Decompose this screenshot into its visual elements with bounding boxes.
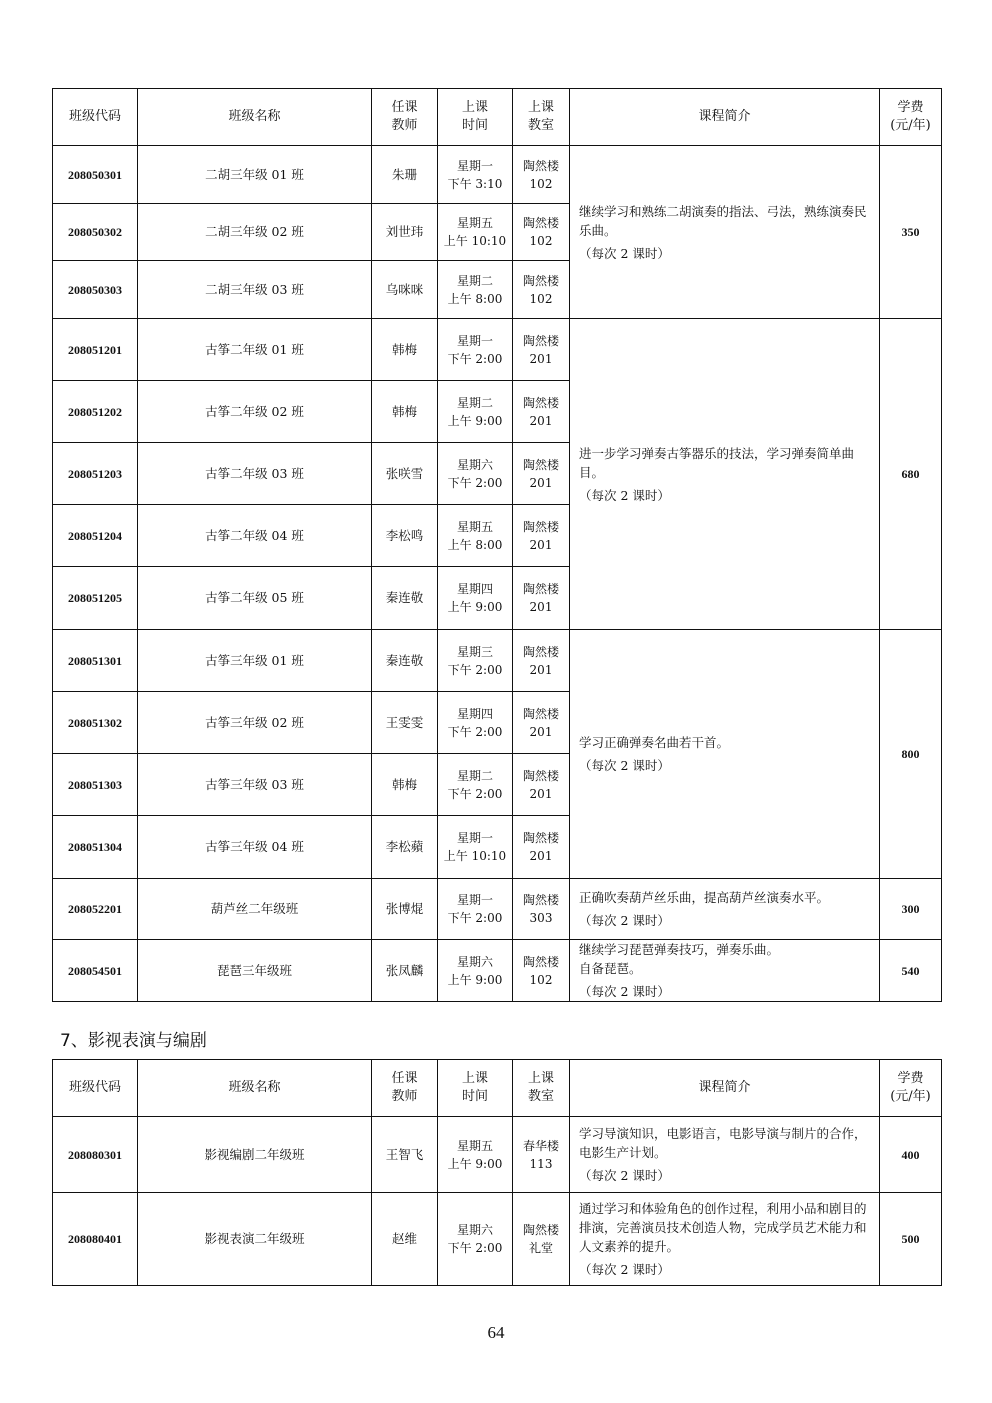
class-time: [438, 630, 513, 692]
class-name: 影视表演二年级班: [138, 1193, 372, 1286]
line: 星期二: [456, 395, 493, 410]
class-time: [438, 940, 513, 1002]
classroom: [513, 879, 570, 940]
classroom: [513, 630, 570, 692]
class-time: [438, 261, 513, 319]
intro-note: （每次 2 课时）: [579, 245, 670, 261]
line: 星期一: [456, 158, 493, 173]
line: 上午 9:00: [447, 600, 503, 614]
header-intro: 课程简介: [570, 1060, 880, 1117]
table-row: [53, 1193, 942, 1286]
class-code: 208054501: [53, 940, 138, 1002]
header-fee: 学费 (元/年): [880, 89, 942, 146]
line: 星期二: [456, 273, 493, 288]
class-code: 208080301: [53, 1117, 138, 1193]
header-time: 上课 时间: [438, 1060, 513, 1117]
intro-text: 自备琵琶。: [579, 961, 642, 976]
header-time: 上课 时间: [438, 89, 513, 146]
class-name: 古筝二年级 04 班: [138, 505, 372, 567]
class-code: 208051304: [53, 816, 138, 879]
line: 礼堂: [528, 1241, 553, 1255]
line: 陶然楼: [522, 273, 559, 288]
classroom: [513, 567, 570, 630]
line: 陶然楼: [522, 954, 559, 969]
header-name: 班级名称: [138, 89, 372, 146]
line: 113: [529, 1156, 553, 1171]
line: 上午 9:00: [447, 413, 503, 428]
intro-note: （每次 2 课时）: [579, 1168, 670, 1183]
intro-text: 继续学习和熟练二胡演奏的指法、弓法，熟练演奏民乐曲。: [579, 203, 867, 238]
table-row: [53, 879, 942, 940]
teacher: 刘世玮: [372, 204, 438, 261]
class-time: [438, 505, 513, 567]
line: 303: [529, 911, 553, 925]
intro-text: 正确吹奏葫芦丝乐曲，提高葫芦丝演奏水平。: [579, 890, 830, 905]
classroom: [513, 319, 570, 381]
section-title: 7、影视表演与编剧: [60, 1031, 207, 1051]
line: 陶然楼: [522, 216, 559, 230]
classroom: [513, 146, 570, 204]
line: 星期六: [456, 954, 493, 969]
course-intro: [570, 940, 880, 1002]
line: 星期四: [456, 582, 493, 596]
line: 陶然楼: [522, 519, 559, 534]
line: 102: [529, 176, 553, 191]
line: 星期五: [456, 519, 493, 534]
line: 陶然楼: [522, 158, 559, 173]
classroom: [513, 261, 570, 319]
class-code: 208051301: [53, 630, 138, 692]
tuition-fee: 800: [880, 630, 942, 879]
teacher: 张凤麟: [372, 940, 438, 1002]
classroom: [513, 381, 570, 443]
class-name: 古筝二年级 02 班: [138, 381, 372, 443]
course-intro: [570, 1193, 880, 1286]
teacher: 李松蘋: [372, 816, 438, 879]
header-code: 班级代码: [53, 1060, 138, 1117]
class-time: [438, 816, 513, 879]
class-name: 二胡三年级 03 班: [138, 261, 372, 319]
class-time: [438, 692, 513, 754]
teacher: 韩梅: [372, 319, 438, 381]
header-teacher: 任课 教师: [372, 1060, 438, 1117]
class-name: 古筝三年级 04 班: [138, 816, 372, 879]
line: 201: [529, 849, 553, 863]
classroom: [513, 1193, 570, 1286]
class-time: [438, 204, 513, 261]
intro-note: （每次 2 课时）: [579, 913, 670, 928]
line: 下午 2:00: [447, 1241, 503, 1255]
class-code: 208050302: [53, 204, 138, 261]
class-time: [438, 567, 513, 630]
line: 下午 2:00: [447, 475, 503, 490]
line: 陶然楼: [522, 706, 559, 721]
line: 下午 2:00: [447, 662, 503, 677]
class-time: [438, 754, 513, 816]
line: 下午 2:00: [447, 786, 503, 801]
line: 星期一: [456, 893, 493, 907]
class-code: 208052201: [53, 879, 138, 940]
header-fee: 学费 (元/年): [880, 1060, 942, 1117]
teacher: 韩梅: [372, 381, 438, 443]
teacher: 张博焜: [372, 879, 438, 940]
intro-text: 通过学习和体验角色的创作过程，利用小品和剧目的排演，完善演员技术创造人物，完成学员艺术能力和人文素养的提升。: [579, 1201, 867, 1254]
header-code: 班级代码: [53, 89, 138, 146]
teacher: 朱珊: [372, 146, 438, 204]
teacher: 王雯雯: [372, 692, 438, 754]
line: 陶然楼: [522, 831, 559, 845]
teacher: 韩梅: [372, 754, 438, 816]
tuition-fee: 400: [880, 1117, 942, 1193]
class-code: 208051205: [53, 567, 138, 630]
class-time: [438, 381, 513, 443]
class-code: 208080401: [53, 1193, 138, 1286]
teacher: 秦连敬: [372, 630, 438, 692]
tuition-fee: 540: [880, 940, 942, 1002]
intro-note: （每次 2 课时）: [579, 758, 670, 773]
teacher: 李松鸣: [372, 505, 438, 567]
class-time: [438, 879, 513, 940]
line: 星期六: [456, 1223, 493, 1237]
intro-note: （每次 2 课时）: [579, 984, 670, 999]
line: 陶然楼: [522, 582, 559, 596]
intro-note: （每次 2 课时）: [579, 487, 670, 503]
table-row: [53, 940, 942, 1002]
class-time: [438, 1117, 513, 1193]
teacher: 赵维: [372, 1193, 438, 1286]
line: 陶然楼: [522, 333, 559, 348]
class-name: 二胡三年级 01 班: [138, 146, 372, 204]
class-code: 208051303: [53, 754, 138, 816]
teacher: 秦连敬: [372, 567, 438, 630]
class-name: 古筝二年级 01 班: [138, 319, 372, 381]
classroom: [513, 204, 570, 261]
class-name: 影视编剧二年级班: [138, 1117, 372, 1193]
table-row: [53, 319, 942, 381]
line: 201: [529, 413, 553, 428]
line: 201: [529, 724, 553, 739]
table-row: [53, 146, 942, 204]
class-name: 古筝二年级 03 班: [138, 443, 372, 505]
line: 102: [529, 234, 553, 248]
line: 星期四: [456, 706, 493, 721]
line: 陶然楼: [522, 644, 559, 659]
course-intro: [570, 879, 880, 940]
course-intro: [570, 146, 880, 319]
header-room: 上课 教室: [513, 1060, 570, 1117]
line: 102: [529, 972, 553, 987]
line: 陶然楼: [522, 1223, 559, 1237]
line: 201: [529, 600, 553, 614]
line: 下午 3:10: [447, 176, 503, 191]
course-intro: [570, 630, 880, 879]
line: 星期六: [456, 457, 493, 472]
class-name: 琵琶三年级班: [138, 940, 372, 1002]
table-row: [53, 1117, 942, 1193]
class-code: 208051201: [53, 319, 138, 381]
course-table-film: [52, 1059, 942, 1286]
classroom: [513, 443, 570, 505]
tuition-fee: 300: [880, 879, 942, 940]
line: 下午 2:00: [447, 911, 503, 925]
classroom: [513, 1117, 570, 1193]
classroom: [513, 940, 570, 1002]
class-code: 208051204: [53, 505, 138, 567]
line: 陶然楼: [522, 457, 559, 472]
class-code: 208051302: [53, 692, 138, 754]
line: 星期一: [456, 831, 493, 845]
header-row: [53, 1060, 942, 1117]
classroom: [513, 692, 570, 754]
course-intro: [570, 319, 880, 630]
table-row: [53, 630, 942, 692]
line: 星期五: [456, 216, 493, 230]
course-intro: [570, 1117, 880, 1193]
line: 上午 10:10: [443, 849, 507, 863]
line: 上午 8:00: [447, 537, 503, 552]
class-name: 葫芦丝二年级班: [138, 879, 372, 940]
class-code: 208050301: [53, 146, 138, 204]
intro-text: 进一步学习弹奏古筝器乐的技法，学习弹奏简单曲目。: [579, 445, 855, 480]
class-code: 208051202: [53, 381, 138, 443]
line: 201: [529, 537, 553, 552]
classroom: [513, 505, 570, 567]
class-name: 古筝三年级 03 班: [138, 754, 372, 816]
course-table-music: [52, 88, 942, 1002]
class-code: 208050303: [53, 261, 138, 319]
header-row: [53, 89, 942, 146]
class-time: [438, 319, 513, 381]
teacher: 乌咪咪: [372, 261, 438, 319]
line: 201: [529, 351, 553, 366]
page-number: 64: [487, 1323, 505, 1342]
class-time: [438, 443, 513, 505]
line: 星期二: [456, 768, 493, 783]
line: 201: [529, 475, 553, 490]
teacher: 张咲雪: [372, 443, 438, 505]
header-teacher: 任课 教师: [372, 89, 438, 146]
class-name: 二胡三年级 02 班: [138, 204, 372, 261]
line: 上午 9:00: [447, 972, 503, 987]
tuition-fee: 350: [880, 146, 942, 319]
line: 102: [529, 291, 553, 306]
intro-note: （每次 2 课时）: [579, 1262, 670, 1277]
line: 星期五: [456, 1138, 493, 1153]
line: 春华楼: [522, 1138, 559, 1153]
line: 上午 9:00: [447, 1156, 503, 1171]
line: 星期一: [456, 333, 493, 348]
class-code: 208051203: [53, 443, 138, 505]
line: 陶然楼: [522, 768, 559, 783]
line: 201: [529, 786, 553, 801]
line: 陶然楼: [522, 893, 559, 907]
intro-text: 继续学习琵琶弹奏技巧，弹奏乐曲。: [579, 942, 780, 957]
line: 201: [529, 662, 553, 677]
intro-text: 学习导演知识，电影语言，电影导演与制片的合作，电影生产计划。: [579, 1126, 867, 1160]
classroom: [513, 816, 570, 879]
header-room: 上课 教室: [513, 89, 570, 146]
header-intro: 课程简介: [570, 89, 880, 146]
line: 下午 2:00: [447, 351, 503, 366]
teacher: 王智飞: [372, 1117, 438, 1193]
line: 上午 10:10: [443, 234, 507, 248]
intro-text: 学习正确弹奏名曲若干首。: [579, 735, 730, 750]
class-name: 古筝二年级 05 班: [138, 567, 372, 630]
class-name: 古筝三年级 01 班: [138, 630, 372, 692]
tuition-fee: 500: [880, 1193, 942, 1286]
class-time: [438, 1193, 513, 1286]
classroom: [513, 754, 570, 816]
line: 上午 8:00: [447, 291, 503, 306]
header-name: 班级名称: [138, 1060, 372, 1117]
line: 陶然楼: [522, 395, 559, 410]
line: 星期三: [456, 644, 493, 659]
tuition-fee: 680: [880, 319, 942, 630]
class-name: 古筝三年级 02 班: [138, 692, 372, 754]
class-time: [438, 146, 513, 204]
line: 下午 2:00: [447, 724, 503, 739]
